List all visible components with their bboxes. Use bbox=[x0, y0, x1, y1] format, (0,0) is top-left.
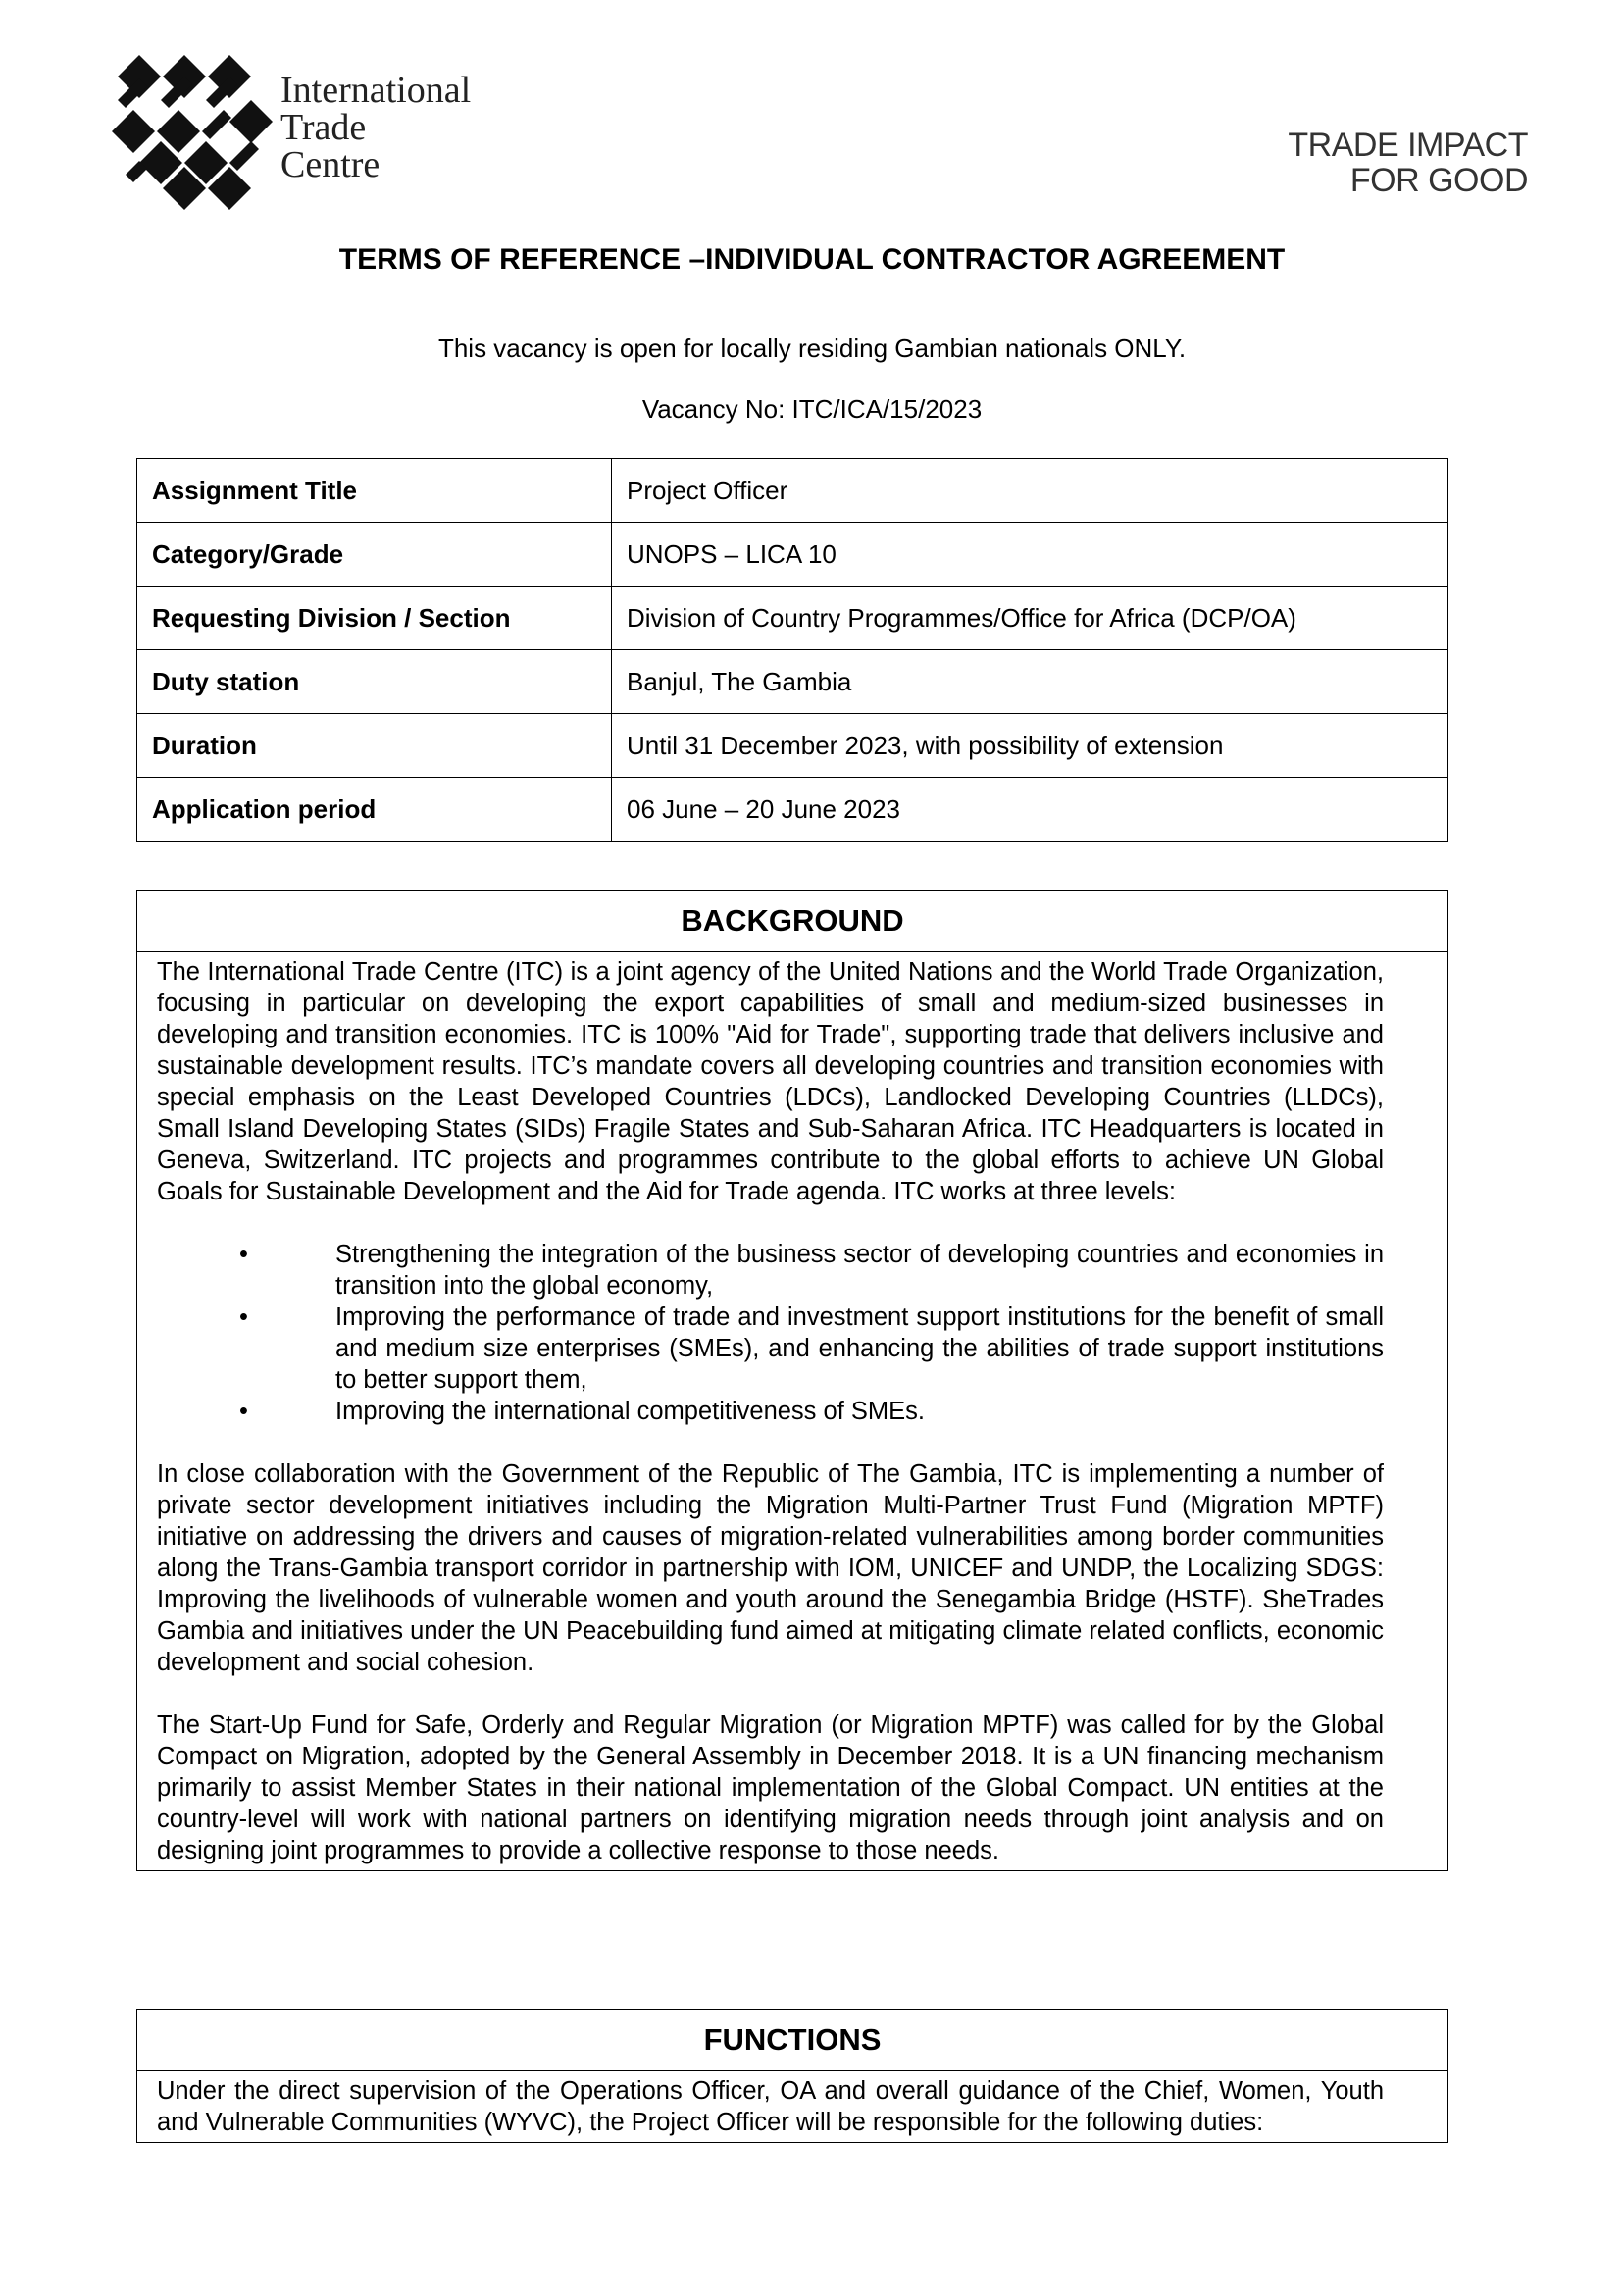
info-value: Until 31 December 2023, with possibility of extension bbox=[612, 714, 1448, 778]
info-value: Banjul, The Gambia bbox=[612, 650, 1448, 714]
logo-line-2: Trade bbox=[280, 107, 367, 148]
itc-logo-icon bbox=[110, 53, 275, 212]
list-item bbox=[157, 1301, 1384, 1396]
itc-levels-list bbox=[157, 1239, 1384, 1427]
logo-line-1: International bbox=[280, 70, 472, 111]
section-body bbox=[137, 952, 1447, 1870]
list-item-text: Improving the performance of trade and investment support institutions for the benefit of small and medium size enterprises (SMEs), and enhancing the abilities of trade support institutions to better support them, bbox=[335, 1303, 1384, 1394]
table-row bbox=[137, 714, 1448, 778]
table-row bbox=[137, 778, 1448, 842]
info-label: Category/Grade bbox=[137, 523, 612, 587]
table-row bbox=[137, 459, 1448, 523]
bullet-icon: • bbox=[239, 1303, 248, 1331]
functions-paragraph: Under the direct supervision of the Operations Officer, OA and overall guidance of the Chief, Women, Youth and Vulnerable Communities (WYVC), the Project Officer will be responsible for the following duties: bbox=[157, 2077, 1384, 2136]
vacancy-number: Vacancy No: ITC/ICA/15/2023 bbox=[641, 394, 983, 424]
list-item bbox=[157, 1396, 1384, 1427]
logo-wordmark bbox=[280, 72, 471, 183]
tagline bbox=[1288, 128, 1528, 198]
assignment-info-table bbox=[136, 458, 1448, 842]
section-body bbox=[137, 2071, 1447, 2142]
bullet-icon: • bbox=[239, 1398, 248, 1425]
info-value: UNOPS – LICA 10 bbox=[612, 523, 1448, 587]
info-value: Division of Country Programmes/Office for Africa (DCP/OA) bbox=[612, 587, 1448, 650]
table-row bbox=[137, 587, 1448, 650]
info-value: Project Officer bbox=[612, 459, 1448, 523]
tagline-line-2: FOR GOOD bbox=[1349, 162, 1528, 199]
info-label: Duration bbox=[137, 714, 612, 778]
functions-section bbox=[136, 2009, 1448, 2143]
document-title: TERMS OF REFERENCE –INDIVIDUAL CONTRACTOR AGREEMENT bbox=[338, 243, 1286, 276]
info-label: Requesting Division / Section bbox=[137, 587, 612, 650]
background-paragraph: The International Trade Centre (ITC) is a joint agency of the United Nations and the World Trade Organization, focusing in particular on developing the export capabilities of small and medium-sized businesses in developing and transition economies. ITC is 100% "Aid for Trade", supporting trade that delivers inclusive and sustainable development results. ITC’s mandate covers all developing countries and transition economies with special emphasis on the Least Developed Countries (LDCs), Landlocked Developing Countries (LLDCs), Small Island Developing States (SIDs) Fragile States and Sub-Saharan Africa. ITC Headquarters is located in Geneva, Switzerland. ITC projects and programmes contribute to the global efforts to achieve UN Global Goals for Sustainable Development and the Aid for Trade agenda. ITC works at three levels: bbox=[157, 958, 1384, 1205]
bullet-icon: • bbox=[239, 1241, 248, 1268]
background-section bbox=[136, 890, 1448, 1871]
logo-line-3: Centre bbox=[280, 144, 381, 185]
table-row bbox=[137, 523, 1448, 587]
info-label: Application period bbox=[137, 778, 612, 842]
info-value: 06 June – 20 June 2023 bbox=[612, 778, 1448, 842]
info-label: Duty station bbox=[137, 650, 612, 714]
section-heading: BACKGROUND bbox=[137, 891, 1447, 952]
background-paragraph: The Start-Up Fund for Safe, Orderly and Regular Migration (or Migration MPTF) was called for by the Global Compact on Migration, adopted by the General Assembly in December 2018. It is a UN financing mechanism primarily to assist Member States in their national implementation of the Global Compact. UN entities at the country-level will work with national partners on identifying migration needs through joint analysis and on designing joint programmes to provide a collective response to those needs. bbox=[157, 1711, 1384, 1864]
list-item-text: Improving the international competitiveness of SMEs. bbox=[335, 1398, 925, 1425]
table-row bbox=[137, 650, 1448, 714]
section-heading: FUNCTIONS bbox=[137, 2010, 1447, 2071]
eligibility-notice: This vacancy is open for locally residing Gambian nationals ONLY. bbox=[437, 333, 1187, 363]
tagline-line-1: TRADE IMPACT bbox=[1288, 127, 1528, 164]
background-paragraph: In close collaboration with the Government of the Republic of The Gambia, ITC is implementing a number of private sector development initiatives including the Migration Multi-Partner Trust Fund (Migration MPTF) initiative on addressing the drivers and causes of migration-related vulnerabilities among border communities along the Trans-Gambia transport corridor in partnership with IOM, UNICEF and UNDP, the Localizing SDGS: Improving the livelihoods of vulnerable women and youth around the Senegambia Bridge (HSTF). SheTrades Gambia and initiatives under the UN Peacebuilding fund aimed at mitigating climate related conflicts, economic development and social cohesion. bbox=[157, 1460, 1384, 1676]
info-label: Assignment Title bbox=[137, 459, 612, 523]
list-item-text: Strengthening the integration of the business sector of developing countries and economies in transition into the global economy, bbox=[335, 1241, 1384, 1300]
list-item bbox=[157, 1239, 1384, 1301]
